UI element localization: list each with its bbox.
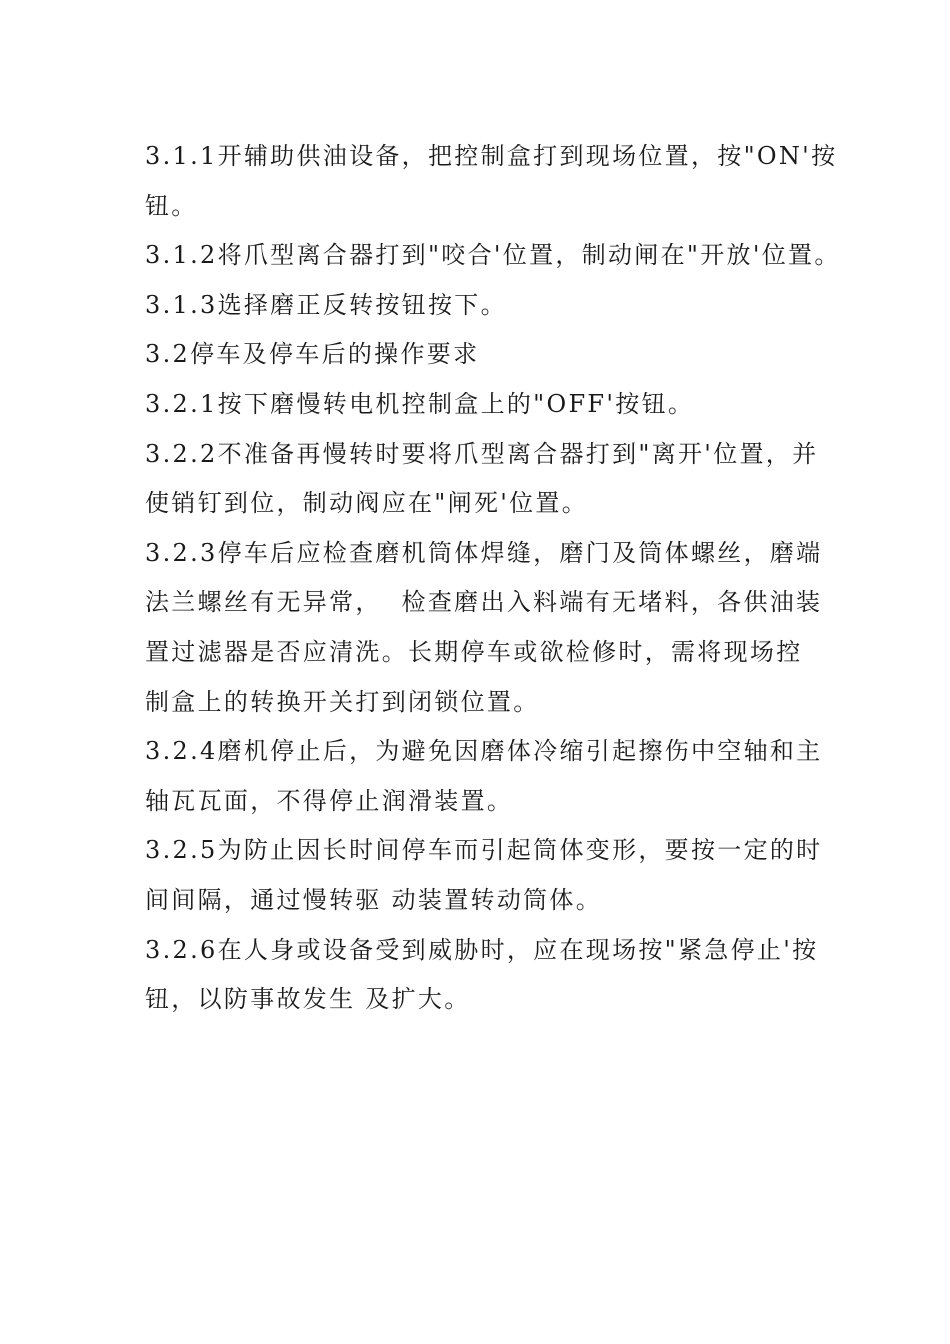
paragraph-3-1-1-line-2: 钮。 (145, 191, 198, 220)
paragraph-3-1-2: 3.1.2将爪型离合器打到"咬合'位置，制动闸在"开放'位置。 (145, 241, 841, 270)
paragraph-3-2-5-line-1: 3.2.5为防止因长时间停车而引起筒体变形，要按一定的时 (145, 836, 823, 865)
paragraph-3-2-3-line-3: 置过滤器是否应清洗。长期停车或欲检修时，需将现场控 (145, 637, 803, 666)
paragraph-3-2-1: 3.2.1按下磨慢转电机控制盒上的"OFF'按钮。 (145, 389, 695, 418)
paragraph-3-2-2-line-2: 使销钉到位，制动阀应在"闸死'位置。 (145, 489, 589, 518)
paragraph-3-1-3: 3.1.3选择磨正反转按钮按下。 (145, 290, 507, 319)
paragraph-3-2-5-line-2: 间间隔，通过慢转驱 动装置转动筒体。 (145, 885, 603, 914)
paragraph-3-2-4-line-1: 3.2.4磨机停止后，为避免因磨体冷缩引起擦伤中空轴和主 (145, 737, 823, 766)
section-heading-3-2: 3.2停车及停车后的操作要求 (145, 340, 480, 369)
paragraph-3-2-4-line-2: 轴瓦瓦面，不得停止润滑装置。 (145, 786, 514, 815)
paragraph-3-1-1-line-1: 3.1.1开辅助供油设备，把控制盒打到现场位置，按"ON'按 (145, 142, 838, 170)
paragraph-3-2-6-line-1: 3.2.6在人身或设备受到威胁时，应在现场按"紧急停止'按 (145, 935, 819, 964)
paragraph-3-2-3-line-2: 法兰螺丝有无异常， 检查磨出入料端有无堵料，各供油装 (145, 588, 823, 617)
paragraph-3-2-3-line-4: 制盒上的转换开关打到闭锁位置。 (145, 687, 540, 716)
paragraph-3-2-2-line-1: 3.2.2不准备再慢转时要将爪型离合器打到"离开'位置，并 (145, 439, 819, 468)
document-body (145, 132, 841, 1025)
paragraph-3-2-6-line-2: 钮，以防事故发生 及扩大。 (145, 985, 471, 1014)
paragraph-3-2-3-line-1: 3.2.3停车后应检查磨机筒体焊缝，磨门及筒体螺丝，磨端 (145, 538, 823, 567)
